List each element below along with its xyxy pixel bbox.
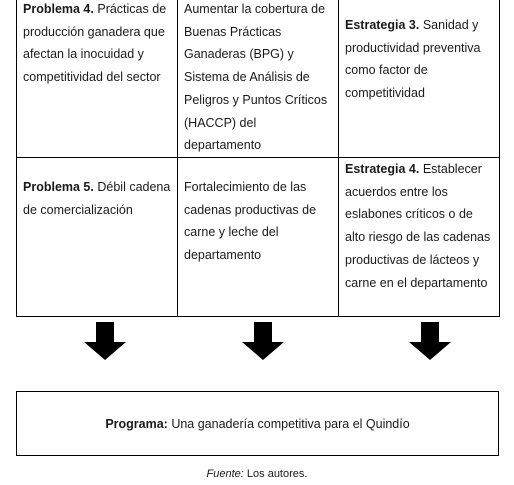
strategy-cell (339, 0, 500, 158)
program-text: Una ganadería competitiva para el Quindío (171, 416, 410, 431)
strategy-label: Estrategia 4. (345, 162, 420, 176)
program-line (105, 417, 409, 431)
down-arrow-icon (242, 322, 284, 360)
program-box (16, 391, 499, 456)
table-row (17, 158, 500, 317)
strategy-text: Sanidad y productividad preventiva como factor de competitividad (345, 18, 481, 101)
strategy-text: Establecer acuerdos entre los eslabones críticos o de alto riesgo de las cadenas productivas de lácteos y carne en el departamento (345, 162, 491, 290)
problem-cell (17, 0, 178, 158)
down-arrow-icon (409, 322, 451, 360)
down-arrow-icon (84, 322, 126, 360)
source-note (0, 468, 514, 480)
objective-cell (178, 0, 339, 158)
down-arrow-shape (84, 322, 126, 360)
problem-text: Prácticas de producción ganadera que afectan la inocuidad y competitividad del sector (23, 2, 167, 85)
source-text: Los autores. (246, 468, 308, 480)
down-arrow-shape (409, 322, 451, 360)
objective-text: Fortalecimiento de las cadenas productivas de carne y leche del departamento (184, 180, 317, 263)
source-label: Fuente: (206, 468, 244, 480)
objective-cell (178, 158, 339, 317)
strategy-cell (339, 158, 500, 317)
objective-text: Aumentar la cobertura de Buenas Prácticas Ganaderas (BPG) y Sistema de Análisis de Peligros y Puntos Críticos (HACCP) del departamento (184, 2, 328, 153)
table-row (17, 0, 500, 158)
problem-cell (17, 158, 178, 317)
problem-label: Problema 4. (23, 2, 94, 16)
down-arrow-shape (242, 322, 284, 360)
problem-text: Débil cadena de comercialización (23, 180, 171, 217)
program-label: Programa: (105, 416, 168, 431)
strategy-table (16, 0, 500, 317)
problem-label: Problema 5. (23, 180, 94, 194)
strategy-label: Estrategia 3. (345, 18, 420, 32)
